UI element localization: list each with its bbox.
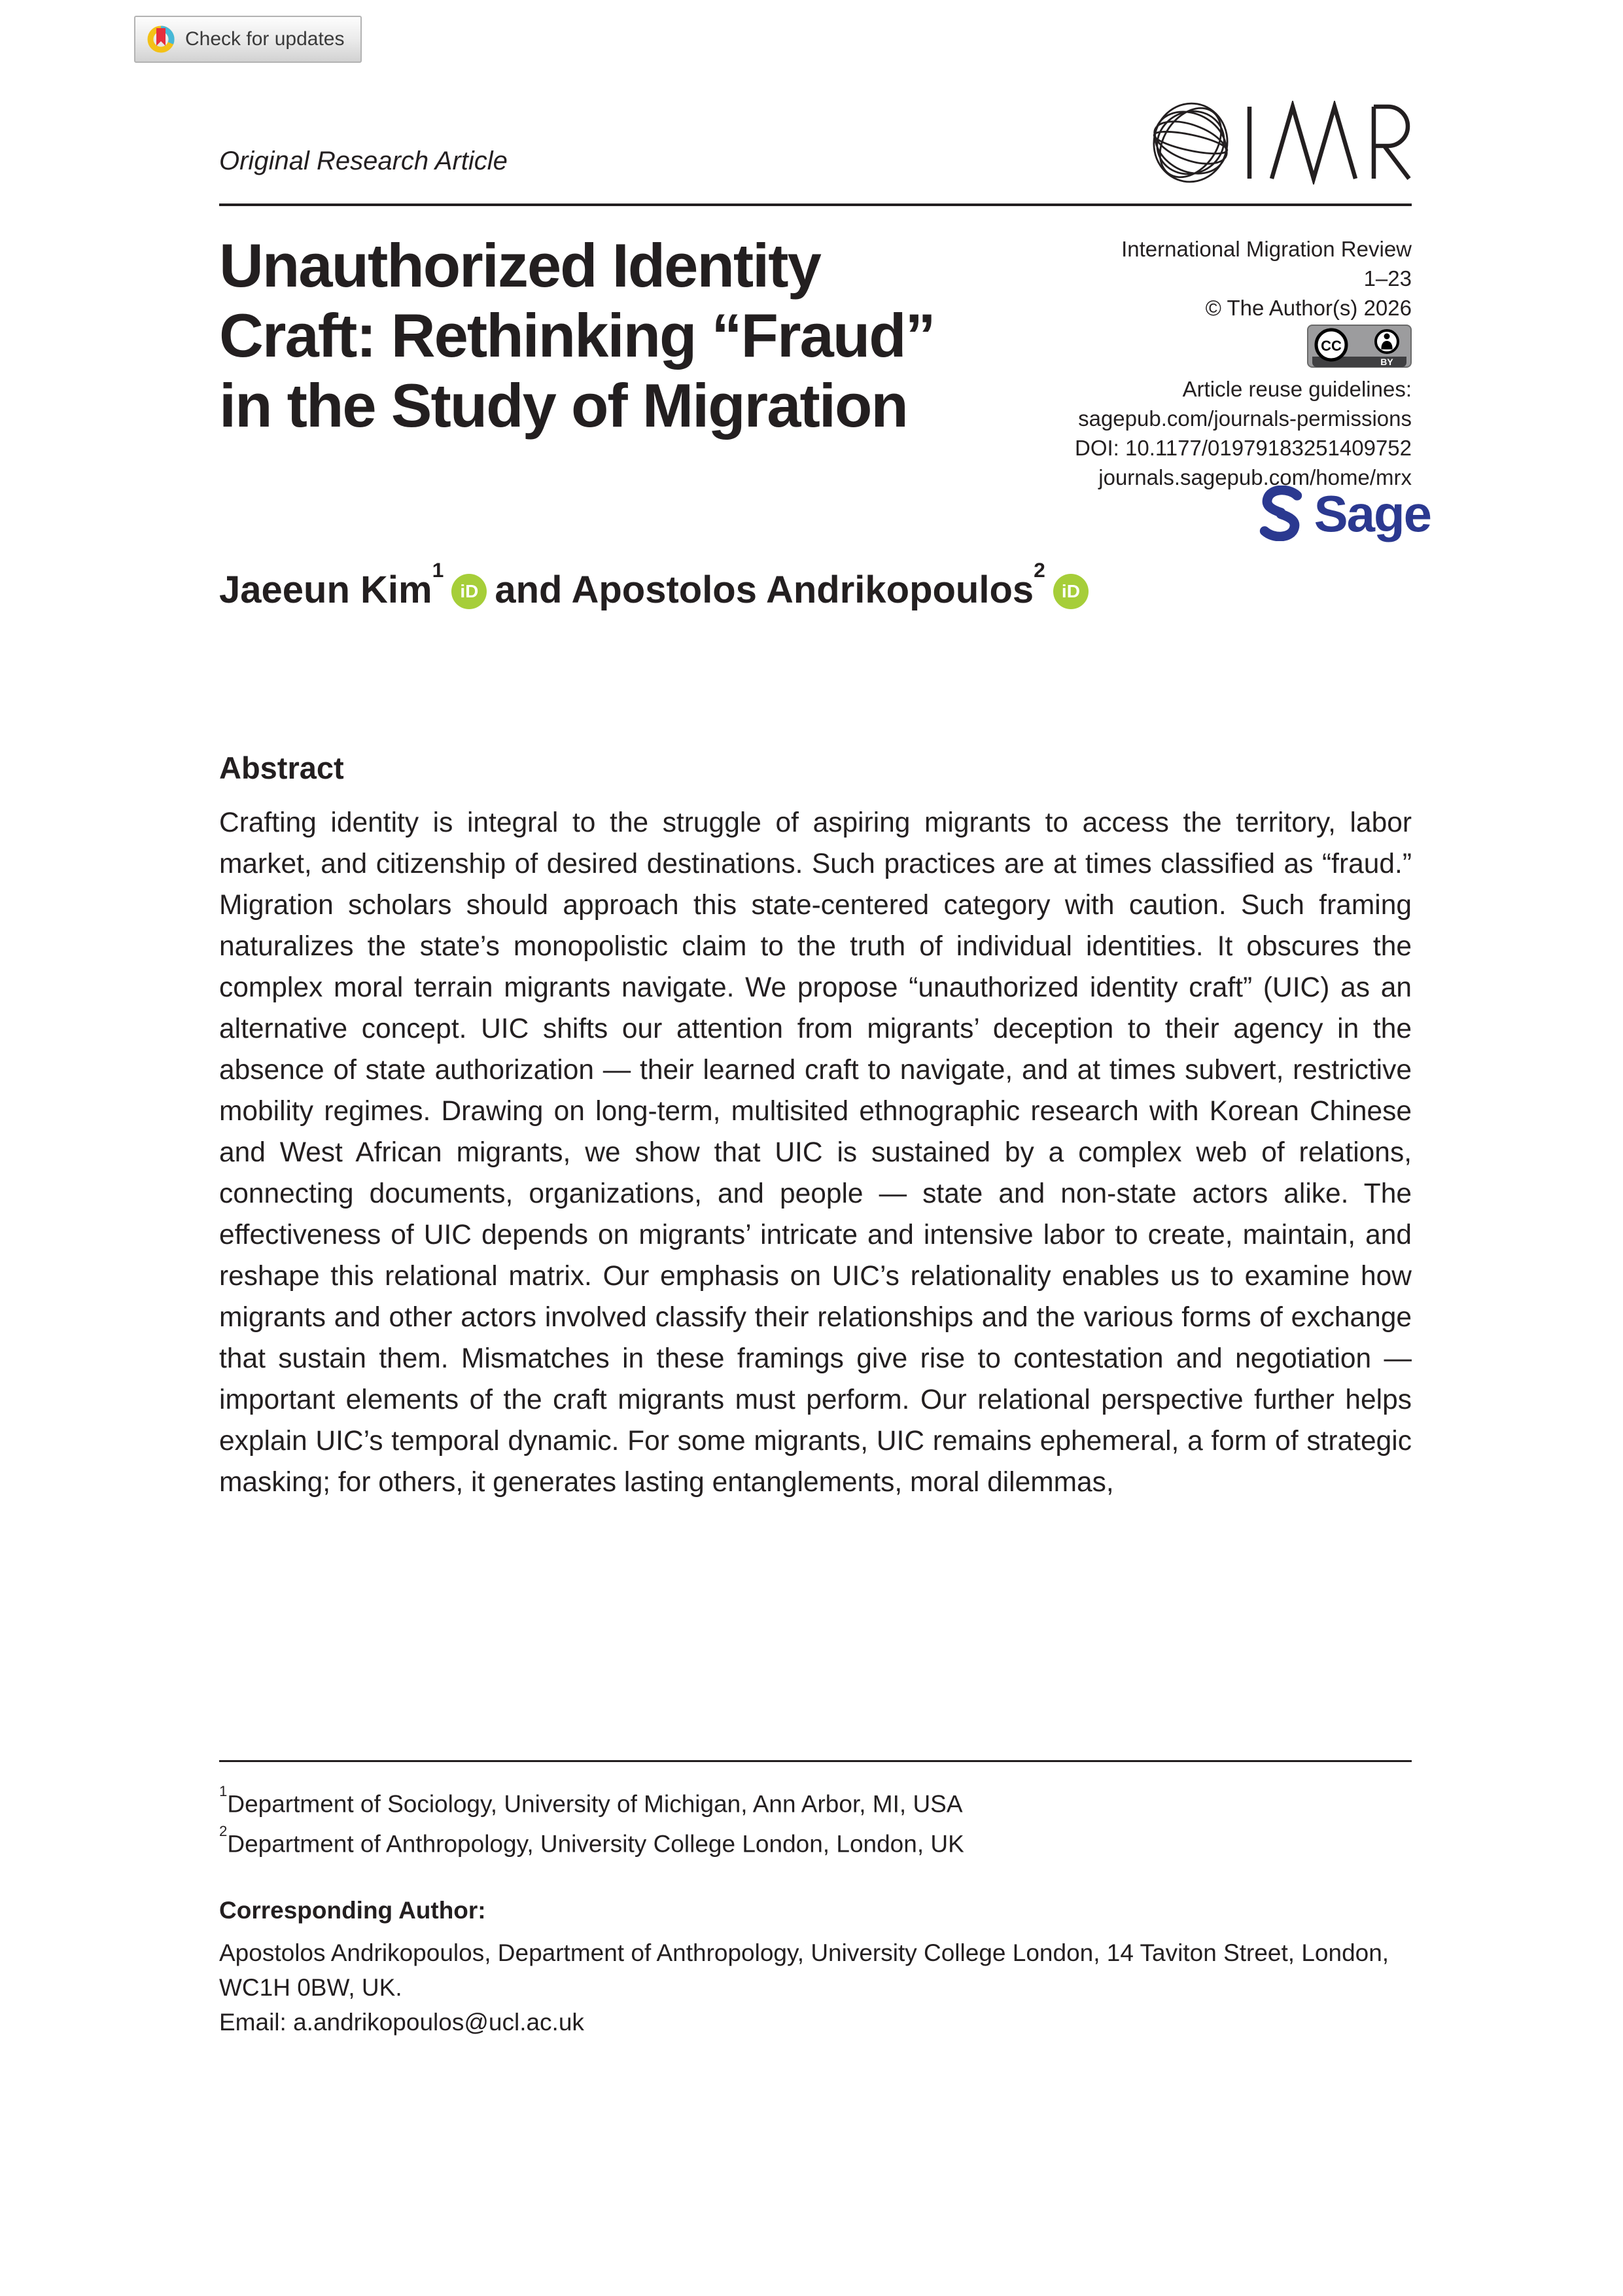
svg-text:CC: CC — [1321, 338, 1342, 354]
author-byline — [219, 557, 1089, 614]
corresponding-author-block — [219, 1893, 1412, 2040]
title-line: Craft: Rethinking “Fraud” — [219, 301, 935, 370]
affiliation-2-marker: 2 — [219, 1823, 228, 1840]
journal-pages: 1–23 — [1363, 266, 1412, 291]
authors-connector: and — [495, 569, 563, 611]
affiliation-1 — [219, 1781, 964, 1821]
affiliations-block — [219, 1781, 964, 1862]
journal-name: International Migration Review — [1121, 237, 1412, 261]
affiliation-1-text: Department of Sociology, University of Michigan, Ann Arbor, MI, USA — [227, 1790, 963, 1818]
abstract-heading: Abstract — [219, 751, 344, 785]
sage-publisher-logo — [1258, 486, 1431, 541]
affiliation-marker: 1 — [432, 557, 444, 582]
journals-permissions-link[interactable]: sagepub.com/journals-permissions — [1078, 406, 1412, 431]
corresponding-author-heading: Corresponding Author: — [219, 1897, 486, 1924]
sage-s-icon — [1258, 486, 1304, 541]
author-name: Apostolos Andrikopoulos — [571, 569, 1034, 611]
article-type-label: Original Research Article — [219, 147, 508, 175]
orcid-icon[interactable]: iD — [1053, 574, 1089, 609]
imr-wordmark — [1249, 107, 1409, 179]
affiliation-marker: 2 — [1034, 557, 1045, 582]
orcid-icon[interactable]: iD — [451, 574, 487, 609]
crossmark-icon — [146, 24, 176, 54]
footnote-rule — [219, 1760, 1412, 1762]
email-label: Email: — [219, 2009, 287, 2036]
email-link[interactable]: a.andrikopoulos@ucl.ac.uk — [293, 2009, 584, 2036]
affiliation-2-text: Department of Anthropology, University College London, London, UK — [227, 1830, 964, 1858]
affiliation-1-marker: 1 — [219, 1782, 228, 1799]
journal-homepage-link[interactable]: journals.sagepub.com/home/mrx — [1098, 465, 1412, 489]
check-for-updates-button[interactable] — [134, 16, 362, 63]
article-reuse-label: Article reuse guidelines: — [1182, 377, 1412, 401]
article-title — [219, 230, 1168, 440]
doi-link[interactable]: DOI: 10.1177/01979183251409752 — [1074, 436, 1412, 460]
sage-wordmark: Sage — [1314, 484, 1431, 542]
cc-by-license-badge[interactable] — [1307, 325, 1412, 368]
abstract-text: Crafting identity is integral to the struggle of aspiring migrants to access the territory, labor market, and citizenship of desired destinations. Such practices are at times classified as “fraud.” Migration scholars should approach this state-centered category with caution. Such framing naturalizes the state’s monopolistic claim to the truth of individual identities. It obscures the complex moral terrain migrants navigate. We propose “unauthorized identity craft” (UIC) as an alternative concept. UIC shifts our attention from migrants’ deception to their agency in the absence of state authorization — their learned craft to navigate, and at times subvert, restrictive mobility regimes. Drawing on long-term, multisited ethnographic research with Korean Chinese and West African migrants, we show that UIC is sustained by a complex web of relations, connecting documents, organizations, and people — state and non-state actors alike. The effectiveness of UIC depends on migrants’ intricate and intensive labor to create, maintain, and reshape this relational matrix. Our emphasis on UIC’s relationality enables us to examine how migrants and other actors involved classify their relationships and the various forms of exchange that sustain them. Mismatches in these framings give rise to contestation and negotiation — important elements of the craft migrants must perform. Our relational perspective further helps explain UIC’s temporal dynamic. For some migrants, UIC remains ephemeral, a form of strategic masking; for others, it generates lasting entanglements, moral dilemmas, — [219, 807, 1412, 1498]
title-line: in the Study of Migration — [219, 371, 907, 440]
imr-journal-logo — [1150, 101, 1433, 185]
svg-text:BY: BY — [1380, 357, 1393, 367]
globe-icon — [1150, 101, 1237, 185]
header-rule — [219, 203, 1412, 206]
journal-copyright: © The Author(s) 2026 — [1205, 296, 1412, 320]
author-name: Jaeeun Kim — [219, 569, 432, 611]
affiliation-2 — [219, 1821, 964, 1861]
corresponding-author-email — [219, 2005, 1412, 2040]
title-line: Unauthorized Identity — [219, 231, 820, 300]
check-for-updates-label: Check for updates — [185, 28, 345, 50]
corresponding-author-text: Apostolos Andrikopoulos, Department of Anthropology, University College London, 14 Taviton Street, London, WC1H 0BW, UK. — [219, 1939, 1389, 2001]
